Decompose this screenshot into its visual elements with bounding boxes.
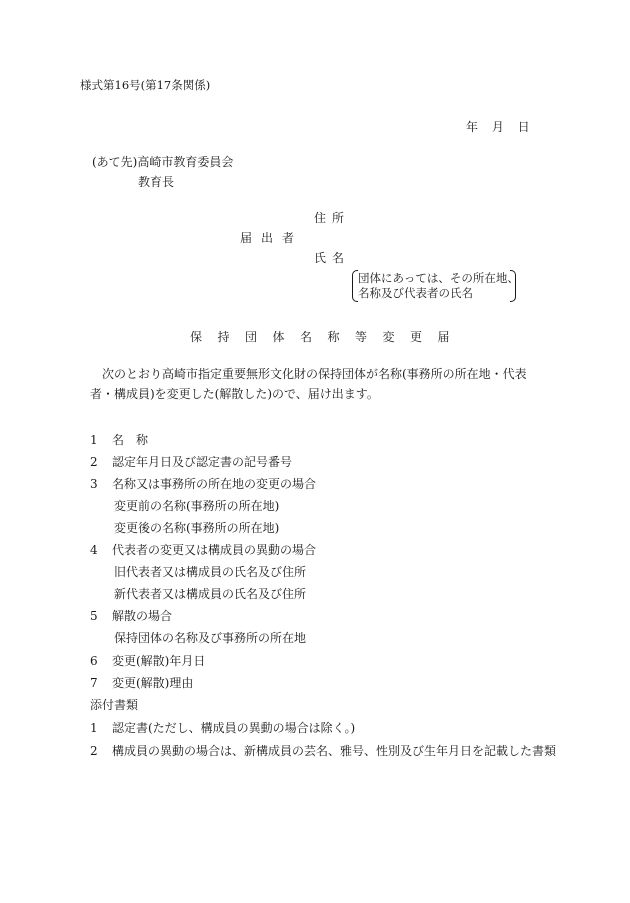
- item-number: 3: [90, 477, 98, 491]
- item-number: 1: [90, 433, 98, 447]
- date-line: 年 月 日: [466, 120, 530, 134]
- document-title: 保持団体名称等変更届: [190, 330, 466, 344]
- item-text: 名 称: [112, 433, 149, 447]
- item-number: 4: [90, 543, 98, 557]
- item-2: [90, 456, 292, 468]
- item-text: 変更(解散)年月日: [112, 654, 206, 668]
- body-text: 次のとおり高崎市指定重要無形文化財の保持団体が名称(事務所の所在地・代表者・構成員)を変更した(解散した)ので、届け出ます。: [90, 367, 527, 401]
- attachment-text: 認定書(ただし、構成員の異動の場合は除く。): [112, 721, 356, 735]
- sub-item-after-name: 変更後の名称(事務所の所在地): [114, 521, 280, 535]
- sub-item-dissolution: 保持団体の名称及び事務所の所在地: [114, 631, 307, 645]
- item-number: 2: [90, 455, 98, 469]
- item-5: [90, 610, 172, 622]
- item-6: [90, 655, 205, 667]
- form-number: 様式第16号(第17条関係): [80, 78, 211, 92]
- attachment-1: [90, 722, 355, 734]
- attachment-number: 1: [90, 721, 98, 735]
- item-4: [90, 544, 316, 556]
- attachment-text: 構成員の異動の場合は、新構成員の芸名、雅号、性別及び生年月日を記載した書類: [112, 744, 557, 758]
- item-number: 6: [90, 654, 98, 668]
- item-text: 代表者の変更又は構成員の異動の場合: [112, 543, 317, 557]
- recipient-line1: (あて先)高崎市教育委員会: [92, 155, 234, 169]
- sub-item-new-rep: 新代表者又は構成員の氏名及び住所: [114, 587, 307, 601]
- address-label: 住所: [314, 211, 351, 225]
- filer-note-line2: 名称及び代表者の氏名: [358, 286, 473, 300]
- item-1: [90, 434, 148, 446]
- item-7: [90, 677, 193, 689]
- item-number: 7: [90, 676, 98, 690]
- attachment-2: [90, 745, 556, 757]
- sub-item-before-name: 変更前の名称(事務所の所在地): [114, 499, 280, 513]
- item-text: 名称又は事務所の所在地の変更の場合: [112, 477, 317, 491]
- item-text: 解散の場合: [112, 609, 173, 623]
- item-number: 5: [90, 609, 98, 623]
- item-text: 認定年月日及び認定書の記号番号: [112, 455, 293, 469]
- attachments-heading: 添付書類: [90, 698, 139, 712]
- item-text: 変更(解散)理由: [112, 676, 194, 690]
- attachment-number: 2: [90, 744, 98, 758]
- filer-note-line1: 団体にあっては、その所在地、: [358, 271, 519, 285]
- recipient-line2: 教育長: [138, 175, 175, 189]
- item-3: [90, 478, 316, 490]
- filer-note-bracket: [352, 270, 519, 302]
- sub-item-old-rep: 旧代表者又は構成員の氏名及び住所: [114, 565, 307, 579]
- filer-label: 届出者: [240, 231, 304, 245]
- name-label: 氏名: [314, 251, 351, 265]
